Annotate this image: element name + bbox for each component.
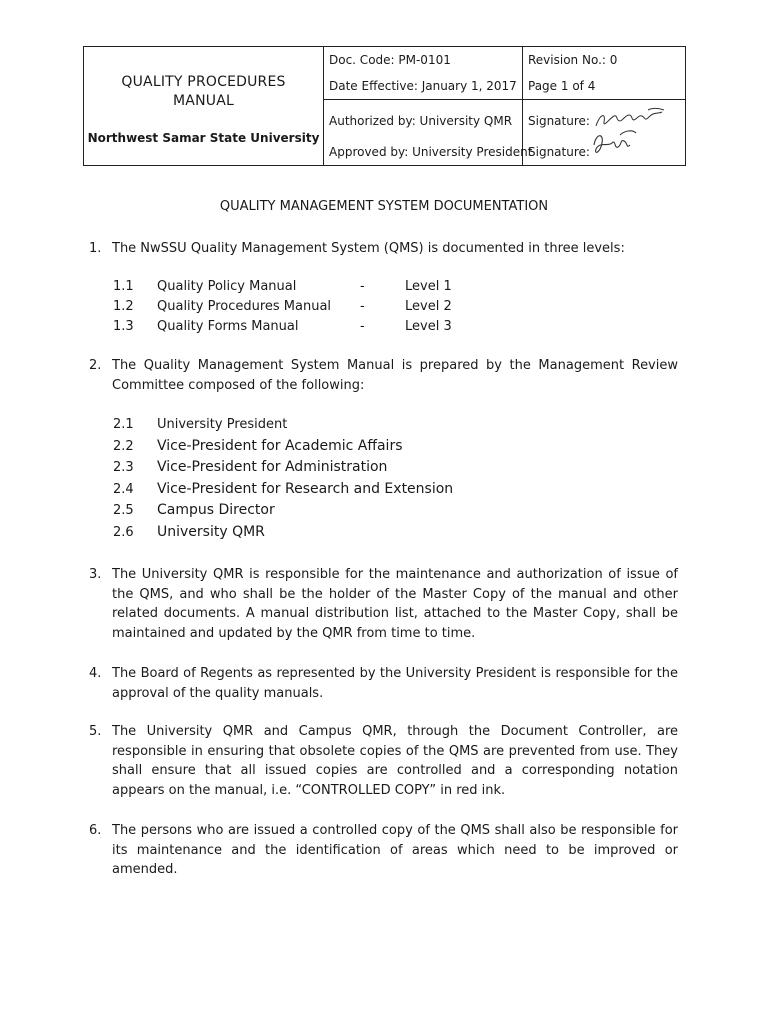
paragraph-4	[89, 664, 678, 703]
committee-number: 2.5	[113, 503, 134, 518]
paragraph-number: 4.	[89, 666, 102, 681]
president-signature	[590, 127, 670, 157]
revision-cell	[523, 47, 686, 100]
paragraph-number: 2.	[89, 358, 102, 373]
level-label: Quality Forms Manual	[157, 319, 299, 334]
revision-number: Revision No.: 0	[528, 53, 618, 67]
committee-label: Vice-President for Academic Affairs	[157, 437, 403, 454]
committee-number: 2.1	[113, 417, 134, 432]
authorized-by: Authorized by: University QMR	[329, 114, 513, 128]
page-number: Page 1 of 4	[528, 79, 596, 93]
signature-label-1: Signature:	[528, 114, 590, 128]
university-name: Northwest Samar State University	[87, 131, 320, 145]
manual-title-line-2: MANUAL	[173, 93, 234, 109]
manual-title	[84, 73, 323, 111]
document-title: QUALITY MANAGEMENT SYSTEM DOCUMENTATION	[219, 199, 549, 214]
level-label: Quality Policy Manual	[157, 279, 297, 294]
committee-label: University President	[157, 417, 288, 432]
level-dash: -	[360, 299, 365, 314]
committee-number: 2.6	[113, 524, 134, 540]
paragraph-3	[89, 565, 678, 643]
level-value: Level 3	[405, 319, 452, 334]
paragraph-6	[89, 821, 678, 880]
level-label: Quality Procedures Manual	[157, 299, 332, 314]
paragraph-number: 6.	[89, 823, 102, 838]
title-cell	[84, 47, 324, 166]
level-value: Level 1	[405, 279, 452, 294]
committee-number: 2.2	[113, 438, 134, 454]
level-value: Level 2	[405, 299, 452, 314]
paragraph-2	[89, 356, 678, 395]
paragraph-text: The University QMR and Campus QMR, through the Document Controller, are responsible in ensuring that obsolete copies of the QMS are prevented from use. They shall ensure that all issued copies are controlled and a corresponding notation appears on the manual, i.e. “CONTROLLED COPY” in red ink.	[112, 724, 678, 798]
level-dash: -	[360, 279, 365, 294]
authorization-cell	[324, 100, 533, 166]
date-effective: Date Effective: January 1, 2017	[329, 79, 517, 93]
committee-number: 2.3	[113, 460, 134, 475]
paragraph-1	[89, 239, 678, 259]
doc-info-cell	[324, 47, 523, 100]
doc-code: Doc. Code: PM-0101	[329, 53, 451, 67]
paragraph-text: The Board of Regents as represented by the University President is responsible for the approval of the quality manuals.	[112, 666, 678, 701]
signature-label-2: Signature:	[528, 145, 590, 159]
paragraph-text: The NwSSU Quality Management System (QMS) is documented in three levels:	[112, 241, 625, 256]
manual-title-line-1: QUALITY PROCEDURES	[121, 74, 286, 90]
committee-label: Vice-President for Research and Extension	[157, 480, 454, 497]
paragraph-5	[89, 722, 678, 800]
level-number: 1.1	[113, 279, 134, 294]
paragraph-text: The University QMR is responsible for the maintenance and authorization of issue of the QMS, and who shall be the holder of the Master Copy of the manual and other related documents. A manual distribution list, attached to the Master Copy, shall be maintained and updated by the QMR from time to time.	[112, 567, 678, 641]
approved-by: Approved by: University President	[329, 145, 533, 159]
level-number: 1.3	[113, 319, 134, 334]
signature-cell	[523, 100, 686, 166]
document-header-table	[83, 46, 686, 166]
paragraph-number: 1.	[89, 241, 102, 256]
level-number: 1.2	[113, 299, 134, 314]
committee-label: Campus Director	[157, 502, 275, 518]
paragraph-text: The persons who are issued a controlled copy of the QMS shall also be responsible for its maintenance and the identification of areas which need to be improved or amended.	[112, 823, 678, 877]
paragraph-number: 3.	[89, 567, 102, 582]
paragraph-text: The Quality Management System Manual is prepared by the Management Review Committee composed of the following:	[112, 358, 678, 393]
level-dash: -	[360, 319, 365, 334]
committee-number: 2.4	[113, 481, 134, 497]
committee-label: Vice-President for Administration	[157, 459, 388, 475]
paragraph-number: 5.	[89, 724, 102, 739]
committee-label: University QMR	[157, 523, 265, 540]
